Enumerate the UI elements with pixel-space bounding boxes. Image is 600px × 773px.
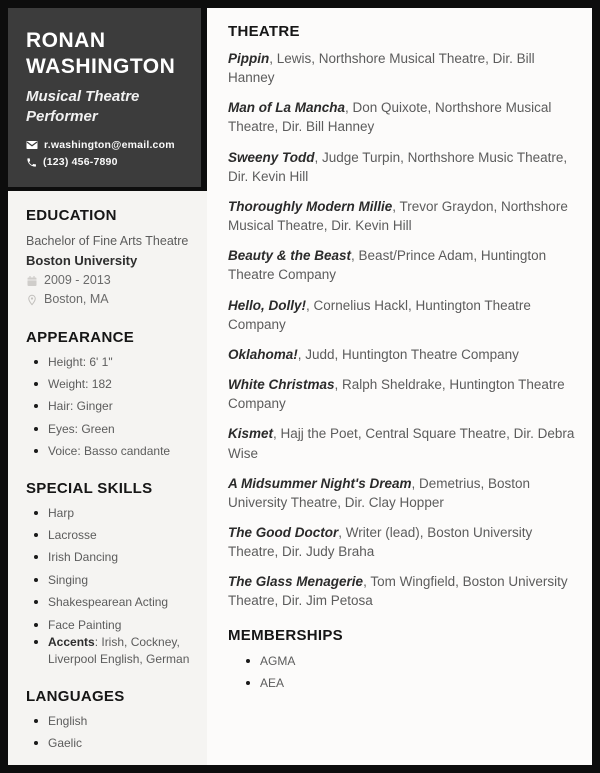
theatre-credit	[228, 474, 578, 512]
languages-list	[26, 713, 193, 753]
theatre-credit	[228, 296, 578, 334]
map-pin-icon	[26, 294, 38, 306]
accents-item	[34, 634, 193, 669]
email-text: r.washington@email.com	[44, 139, 175, 152]
languages-heading: LANGUAGES	[26, 687, 125, 705]
contact-block	[26, 139, 185, 168]
credit-title: Pippin	[228, 51, 270, 66]
credit-title: Sweeny Todd	[228, 149, 315, 165]
skill-item: Lacrosse	[34, 527, 193, 544]
skill-item: Harp	[34, 505, 193, 522]
credit-title: Oklahoma!	[228, 346, 298, 362]
credit-title: A Midsummer Night's Dream	[228, 475, 412, 491]
skill-item: Face Painting	[34, 617, 193, 634]
envelope-icon	[26, 139, 38, 151]
appearance-item: Voice: Basso candante	[34, 443, 193, 460]
credit-details: , Writer (lead), Boston University Theatre, Dir. Judy Braha	[228, 524, 533, 560]
education-heading: EDUCATION	[26, 207, 117, 225]
theatre-credit	[228, 424, 578, 462]
credit-title: The Good Doctor	[228, 524, 339, 540]
education-dates: 2009 - 2013	[44, 272, 111, 287]
theatre-credit	[228, 523, 578, 561]
phone-icon	[26, 157, 37, 168]
special-skills-section	[26, 480, 193, 669]
appearance-item: Hair: Ginger	[34, 398, 193, 415]
languages-section	[26, 688, 193, 753]
name-line-1: RONAN	[26, 29, 106, 52]
candidate-name	[26, 28, 185, 80]
job-title: Musical Theatre Performer	[26, 88, 140, 125]
credit-details: , Trevor Graydon, Northshore Musical Theatre, Dir. Kevin Hill	[228, 198, 568, 234]
special-skills-heading: SPECIAL SKILLS	[26, 479, 153, 497]
theatre-credit	[228, 49, 578, 87]
membership-item: AEA	[246, 675, 578, 692]
credit-title: Thoroughly Modern Millie	[228, 198, 393, 214]
credit-title: Kismet	[228, 426, 274, 442]
appearance-section	[26, 329, 193, 461]
credit-title: Beauty & the Beast	[228, 248, 352, 264]
credit-details: , Don Quixote, Northshore Musical Theatre, Dir. Bill Hanney	[228, 100, 552, 135]
education-dates-row	[26, 271, 193, 290]
calendar-icon	[26, 275, 38, 287]
accents-list	[26, 634, 193, 669]
school-name: Boston University	[26, 252, 138, 268]
appearance-heading: APPEARANCE	[26, 328, 135, 346]
name-line-2: WASHINGTON	[26, 55, 176, 79]
theatre-heading: THEATRE	[228, 23, 300, 40]
header	[8, 8, 207, 191]
left-column	[8, 8, 207, 765]
theatre-credit	[228, 197, 578, 235]
theatre-credit	[228, 98, 578, 136]
appearance-item: Weight: 182	[34, 376, 193, 393]
appearance-item: Eyes: Green	[34, 421, 193, 438]
credit-details: , Beast/Prince Adam, Huntington Theatre Company	[228, 248, 547, 283]
memberships-list	[228, 653, 578, 693]
email-row	[26, 139, 185, 151]
credit-title: White Christmas	[228, 377, 335, 393]
sidebar	[8, 191, 207, 772]
theatre-credit	[228, 148, 578, 186]
credit-details: , Judge Turpin, Northshore Music Theatre, Dir. Kevin Hill	[228, 149, 568, 184]
theatre-credit	[228, 345, 578, 364]
education-section	[26, 207, 193, 310]
memberships-heading: MEMBERSHIPS	[228, 626, 343, 644]
accents-label: Accents	[48, 635, 95, 649]
appearance-item: Height: 6' 1"	[34, 354, 193, 371]
theatre-credit	[228, 246, 578, 284]
skill-item: Singing	[34, 572, 193, 589]
credit-title: Man of La Mancha	[228, 100, 346, 116]
credit-details: , Ralph Sheldrake, Huntington Theatre Company	[228, 377, 565, 412]
special-skills-list	[26, 505, 193, 634]
accents-value: : Irish, Cockney, Liverpool English, German	[48, 635, 190, 667]
language-item: Gaelic	[34, 735, 193, 752]
credit-details: , Demetrius, Boston University Theatre, Dir. Clay Hopper	[228, 475, 531, 510]
education-location-row	[26, 290, 193, 309]
credit-details: , Tom Wingfield, Boston University Theatre, Dir. Jim Petosa	[228, 574, 568, 609]
credit-details: , Judd, Huntington Theatre Company	[297, 346, 519, 362]
membership-item: AGMA	[246, 653, 578, 670]
appearance-list	[26, 354, 193, 461]
credit-title: The Glass Menagerie	[228, 574, 364, 590]
credit-title: Hello, Dolly!	[228, 297, 307, 313]
theatre-credits	[228, 49, 578, 611]
theatre-credit	[228, 572, 578, 610]
memberships-section	[228, 627, 578, 693]
degree-text: Bachelor of Fine Arts Theatre	[26, 234, 189, 249]
phone-text: (123) 456-7890	[43, 156, 118, 169]
skill-item: Irish Dancing	[34, 549, 193, 566]
phone-row	[26, 156, 185, 168]
language-item: English	[34, 713, 193, 730]
theatre-credit	[228, 375, 578, 413]
skill-item: Shakespearean Acting	[34, 594, 193, 611]
credit-details: , Lewis, Northshore Musical Theatre, Dir. Bill Hanney	[228, 51, 535, 86]
main-column	[207, 8, 592, 765]
credit-details: , Hajj the Poet, Central Square Theatre, Dir. Debra Wise	[228, 426, 575, 461]
education-location: Boston, MA	[44, 292, 109, 307]
credit-details: , Cornelius Hackl, Huntington Theatre Company	[228, 297, 531, 332]
